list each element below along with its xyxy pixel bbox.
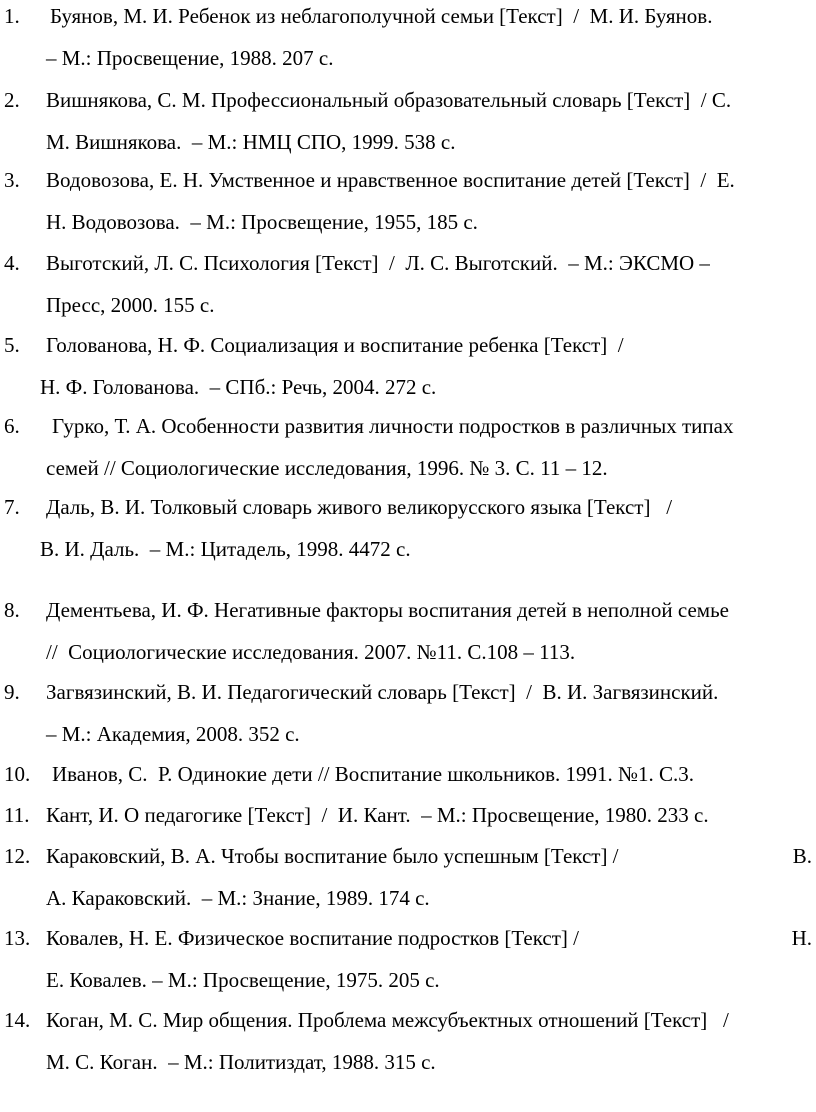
reference-number: 3.	[4, 168, 20, 192]
reference-number: 9.	[4, 680, 20, 704]
reference-text-line1-end: Н.	[791, 926, 812, 950]
reference-text-line2: – М.: Академия, 2008. 352 с.	[46, 722, 300, 746]
reference-text-line2: семей // Социологические исследования, 1996. № 3. С. 11 – 12.	[46, 456, 608, 480]
reference-number: 4.	[4, 251, 20, 275]
reference-text-line1-main: Ковалев, Н. Е. Физическое воспитание подростков [Текст] /	[46, 926, 579, 950]
reference-text-line2: Пресс, 2000. 155 с.	[46, 293, 215, 317]
reference-text-line2: // Социологические исследования. 2007. №11. С.108 – 113.	[46, 640, 576, 664]
reference-number: 2.	[4, 88, 20, 112]
reference-text-line1-main: Караковский, В. А. Чтобы воспитание было успешным [Текст] /	[46, 844, 619, 868]
reference-number: 8.	[4, 598, 20, 622]
reference-number: 14.	[4, 1008, 31, 1032]
reference-text-line2: М. С. Коган. – М.: Политиздат, 1988. 315 с.	[46, 1050, 436, 1074]
reference-number: 10.	[4, 762, 31, 786]
reference-text-line2: – М.: Просвещение, 1988. 207 с.	[46, 46, 334, 70]
reference-text-line2: М. Вишнякова. – М.: НМЦ СПО, 1999. 538 с.	[46, 130, 456, 154]
reference-text-line1: Дементьева, И. Ф. Негативные факторы воспитания детей в неполной семье	[46, 598, 729, 622]
reference-text-line1: Буянов, М. И. Ребенок из неблагополучной семьи [Текст] / М. И. Буянов.	[50, 4, 713, 28]
reference-number: 13.	[4, 926, 31, 950]
reference-text-line1-end: В.	[792, 844, 812, 868]
reference-text-line2: А. Караковский. – М.: Знание, 1989. 174 с.	[46, 886, 430, 910]
reference-number: 1.	[4, 4, 20, 28]
reference-text-line1: Голованова, Н. Ф. Социализация и воспитание ребенка [Текст] /	[46, 333, 624, 357]
reference-number: 7.	[4, 495, 20, 519]
reference-text-line1: Загвязинский, В. И. Педагогический словарь [Текст] / В. И. Загвязинский.	[46, 680, 719, 704]
reference-text-line1: Выготский, Л. С. Психология [Текст] / Л. С. Выготский. – М.: ЭКСМО –	[46, 251, 710, 275]
reference-text-line2: Н. Водовозова. – М.: Просвещение, 1955, 185 с.	[46, 210, 478, 234]
reference-number: 11.	[4, 803, 30, 827]
reference-number: 5.	[4, 333, 20, 357]
reference-text-line1: Коган, М. С. Мир общения. Проблема межсубъектных отношений [Текст] /	[46, 1008, 729, 1032]
reference-text-line1	[46, 846, 812, 867]
reference-text-line1: Вишнякова, С. М. Профессиональный образовательный словарь [Текст] / С.	[46, 88, 732, 112]
reference-text-line1: Кант, И. О педагогике [Текст] / И. Кант. – М.: Просвещение, 1980. 233 с.	[46, 803, 709, 827]
reference-number: 12.	[4, 844, 31, 868]
reference-text-line2: В. И. Даль. – М.: Цитадель, 1998. 4472 с.	[40, 537, 411, 561]
reference-text-line1: Даль, В. И. Толковый словарь живого великорусского языка [Текст] /	[46, 495, 673, 519]
reference-number: 6.	[4, 414, 20, 438]
reference-text-line1: Иванов, С. Р. Одинокие дети // Воспитание школьников. 1991. №1. С.3.	[52, 762, 695, 786]
reference-text-line2: Н. Ф. Голованова. – СПб.: Речь, 2004. 272 с.	[40, 375, 437, 399]
reference-text-line1	[46, 928, 812, 949]
reference-text-line1: Гурко, Т. А. Особенности развития личности подростков в различных типах	[52, 414, 734, 438]
reference-text-line2: Е. Ковалев. – М.: Просвещение, 1975. 205 с.	[46, 968, 440, 992]
reference-text-line1: Водовозова, Е. Н. Умственное и нравственное воспитание детей [Текст] / Е.	[46, 168, 735, 192]
